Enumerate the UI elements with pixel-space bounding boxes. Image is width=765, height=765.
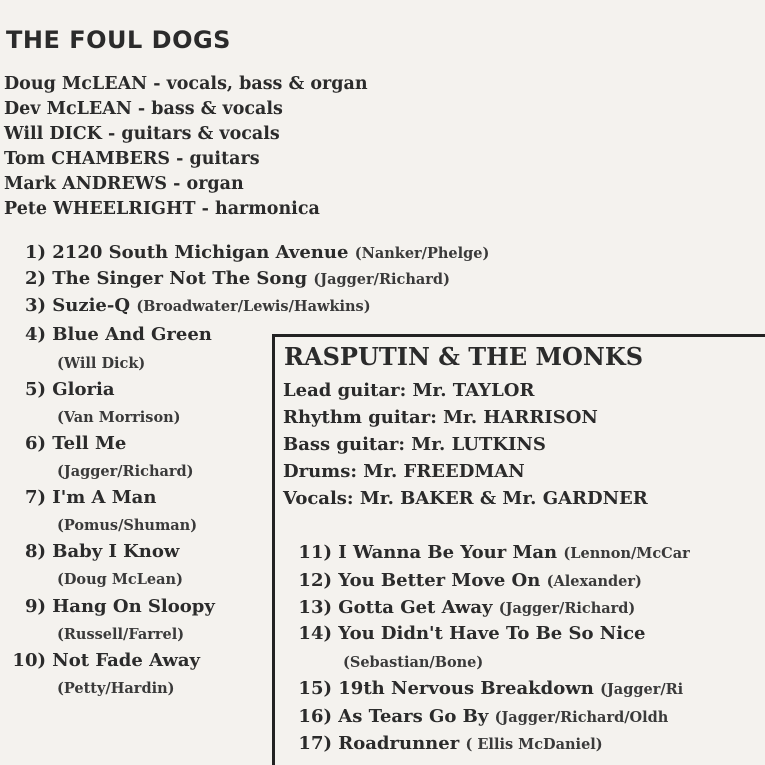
track-item [4,379,114,400]
track-number: 6) [24,433,46,454]
track-title: Gloria [52,379,115,400]
track-credit: (Will Dick) [57,355,146,372]
track-item [4,433,126,454]
track-item [4,487,156,508]
track-number: 17) [298,733,332,754]
foul-dogs-member: Pete WHEELRIGHT - harmonica [4,199,320,219]
track-title: Hang On Sloopy [52,596,215,617]
track-title: 2120 South Michigan Avenue [52,242,349,263]
track-item [4,596,215,617]
foul-dogs-member: Will DICK - guitars & vocals [4,124,280,144]
track-item [290,623,646,644]
track-number: 7) [24,487,46,508]
rasputin-title: RASPUTIN & THE MONKS [284,342,644,371]
track-number: 14) [298,623,332,644]
track-title: You Didn't Have To Be So Nice [338,623,646,644]
track-credit: (Pomus/Shuman) [57,517,198,534]
rasputin-member: Rhythm guitar: Mr. HARRISON [283,407,598,428]
foul-dogs-member: Doug McLEAN - vocals, bass & organ [4,74,368,94]
foul-dogs-member: Dev McLEAN - bass & vocals [4,99,283,119]
track-item [290,570,642,591]
track-credit: (Sebastian/Bone) [343,654,484,671]
track-number: 16) [298,706,332,727]
track-item [290,597,635,618]
track-item [4,324,212,345]
track-number: 4) [24,324,46,345]
track-number: 9) [24,596,46,617]
track-credit: (Van Morrison) [57,409,181,426]
rasputin-member: Drums: Mr. FREEDMAN [283,461,525,482]
track-credit: (Lennon/McCar [563,545,690,562]
foul-dogs-member: Tom CHAMBERS - guitars [4,149,260,169]
track-number: 12) [298,570,332,591]
track-item [4,650,200,671]
track-credit: (Broadwater/Lewis/Hawkins) [136,298,371,315]
track-credit: (Russell/Farrel) [57,626,185,643]
rasputin-member: Bass guitar: Mr. LUTKINS [283,434,546,455]
track-title: Blue And Green [52,324,212,345]
track-number: 13) [298,597,332,618]
track-number: 8) [24,541,46,562]
track-title: Baby I Know [52,541,180,562]
track-number: 2) [24,268,46,289]
track-title: Gotta Get Away [338,597,493,618]
track-credit: (Jagger/Ri [600,681,684,698]
track-item [290,733,603,754]
rasputin-member: Lead guitar: Mr. TAYLOR [283,380,535,401]
track-credit: (Jagger/Richard) [313,271,450,288]
track-credit: (Doug McLean) [57,571,183,588]
track-number: 1) [24,242,46,263]
track-title: I Wanna Be Your Man [338,542,558,563]
track-credit: (Jagger/Richard) [57,463,194,480]
track-title: Not Fade Away [52,650,200,671]
track-title: As Tears Go By [338,706,489,727]
track-title: Roadrunner [338,733,460,754]
track-title: Suzie-Q [52,295,131,316]
track-item [4,242,489,263]
track-number: 3) [24,295,46,316]
track-number: 11) [298,542,332,563]
track-credit: ( Ellis McDaniel) [465,736,603,753]
track-credit: (Jagger/Richard) [498,600,636,617]
track-item [4,268,450,289]
track-item [290,678,683,699]
track-credit: (Jagger/Richard/Oldh [494,709,669,726]
track-title: You Better Move On [338,570,541,591]
foul-dogs-member: Mark ANDREWS - organ [4,174,244,194]
track-item [4,541,179,562]
track-credit: (Petty/Hardin) [57,680,175,697]
track-title: The Singer Not The Song [52,268,308,289]
foul-dogs-title: THE FOUL DOGS [6,26,231,54]
track-title: Tell Me [52,433,127,454]
track-number: 10) [12,650,46,671]
track-title: 19th Nervous Breakdown [338,678,594,699]
track-number: 5) [24,379,46,400]
track-credit: (Alexander) [546,573,642,590]
track-item [290,706,668,727]
track-item [290,542,690,563]
rasputin-member: Vocals: Mr. BAKER & Mr. GARDNER [283,488,648,509]
track-item [4,295,371,316]
track-credit: (Nanker/Phelge) [354,245,490,262]
track-title: I'm A Man [52,487,157,508]
track-number: 15) [298,678,332,699]
